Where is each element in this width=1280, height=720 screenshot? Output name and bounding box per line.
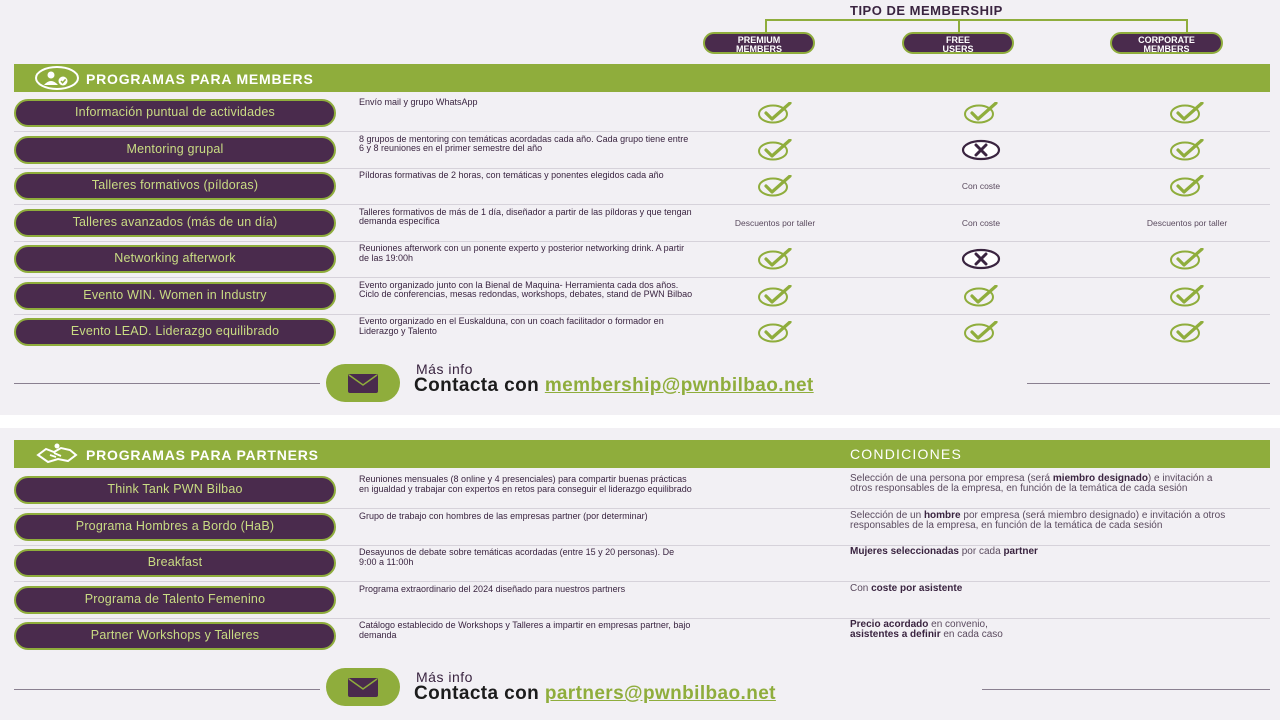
partners-email-link[interactable]: partners@pwnbilbao.net bbox=[544, 683, 776, 704]
table-row bbox=[14, 314, 1270, 350]
membership-cell bbox=[715, 95, 835, 131]
program-description: Grupo de trabajo con hombres de las empresas partner (por determinar) bbox=[359, 510, 648, 521]
condition-segment: Precio acordado bbox=[850, 619, 929, 630]
partners-contact-prefix: Contacta con bbox=[414, 683, 545, 704]
program-description: 8 grupos de mentoring con temáticas acordadas cada año. Cada grupo tiene entre 6 y 8 reuniones en el primer semestre del año bbox=[359, 133, 689, 153]
condition-segment: miembro designado bbox=[1052, 473, 1148, 484]
condition-segment: ) e invitación a otros responsables de la empresa, en función de la temática de cada sesión bbox=[850, 473, 1213, 494]
membership-bracket-right bbox=[1186, 19, 1188, 33]
partners-section-header bbox=[14, 440, 1270, 468]
members-section-title: PROGRAMAS PARA MEMBERS bbox=[86, 71, 314, 87]
condition-segment: en cada caso bbox=[940, 629, 1003, 640]
program-pill[interactable]: Partner Workshops y Talleres bbox=[14, 622, 336, 650]
membership-cell bbox=[1127, 205, 1247, 241]
check-icon bbox=[1169, 175, 1205, 197]
check-icon bbox=[1169, 139, 1205, 161]
program-description: Reuniones mensuales (8 online y 4 presenciales) para compartir buenas prácticas en igualdad y trabajar con expertos en retos para conseguir el liderazgo equilibrado bbox=[359, 474, 692, 494]
members-section-header bbox=[14, 64, 1270, 92]
check-icon bbox=[757, 102, 793, 124]
membership-cell bbox=[715, 205, 835, 241]
check-icon bbox=[757, 139, 793, 161]
program-pill[interactable]: Evento WIN. Women in Industry bbox=[14, 282, 336, 310]
program-description: Desayunos de debate sobre temáticas acordadas (entre 15 y 20 personas). De 9:00 a 11:00h bbox=[359, 547, 675, 567]
condition-segment: Selección de un bbox=[850, 509, 924, 521]
program-pill[interactable]: Información puntual de actividades bbox=[14, 99, 336, 127]
check-icon bbox=[963, 321, 999, 343]
membership-cell bbox=[1127, 132, 1247, 168]
condition-segment: en convenio, bbox=[931, 619, 988, 630]
contact-divider-left bbox=[14, 383, 320, 384]
membership-type-title: TIPO DE MEMBERSHIP bbox=[850, 3, 1003, 18]
contact-divider-right bbox=[1027, 383, 1270, 384]
check-icon bbox=[1169, 248, 1205, 270]
condition-segment: Selección de una persona por empresa (será bbox=[850, 473, 1053, 484]
membership-cell bbox=[921, 168, 1041, 204]
program-description: Reuniones afterwork con un ponente experto y posterior networking drink. A partir de las 19:00h bbox=[359, 243, 685, 263]
condition-segment: partner bbox=[1003, 546, 1038, 557]
program-description: Catálogo establecido de Workshops y Talleres a impartir en empresas partner, bajo demanda bbox=[359, 620, 691, 640]
table-row bbox=[14, 132, 1270, 168]
partners-contact-line bbox=[414, 683, 776, 705]
program-condition bbox=[850, 474, 1230, 494]
membership-cell bbox=[1127, 241, 1247, 277]
members-email-link[interactable]: membership@pwnbilbao.net bbox=[544, 375, 814, 396]
contact-divider-left bbox=[14, 689, 320, 690]
cross-icon bbox=[961, 248, 1001, 270]
members-contact-line bbox=[414, 375, 814, 397]
cell-text: Descuentos por taller bbox=[1146, 217, 1228, 228]
program-condition bbox=[850, 511, 1230, 531]
partners-panel bbox=[0, 428, 1280, 720]
membership-cell bbox=[921, 132, 1041, 168]
partners-mail-button[interactable] bbox=[326, 668, 400, 706]
program-description: Envío mail y grupo WhatsApp bbox=[359, 97, 478, 107]
program-description: Evento organizado en el Euskalduna, con un coach facilitador o formador en Liderazgo y Talento bbox=[359, 316, 664, 336]
program-description: Píldoras formativas de 2 horas, con temáticas y ponentes elegidos cada año bbox=[359, 170, 664, 180]
membership-cell bbox=[921, 205, 1041, 241]
program-pill[interactable]: Talleres avanzados (más de un día) bbox=[14, 209, 336, 237]
membership-cell bbox=[715, 168, 835, 204]
cell-text: Descuentos por taller bbox=[734, 217, 816, 228]
condition-segment: hombre bbox=[923, 509, 961, 521]
members-mas-info: Más info bbox=[416, 361, 473, 377]
membership-cell bbox=[715, 241, 835, 277]
program-pill[interactable]: Evento LEAD. Liderazgo equilibrado bbox=[14, 318, 336, 346]
check-icon bbox=[963, 285, 999, 307]
table-row bbox=[14, 205, 1270, 241]
check-icon bbox=[757, 285, 793, 307]
check-icon bbox=[1169, 321, 1205, 343]
handshake-icon bbox=[34, 442, 80, 466]
program-description: Talleres formativos de más de 1 día, diseñador a partir de las píldoras y que tengan demanda específica bbox=[359, 206, 692, 226]
table-row bbox=[14, 278, 1270, 314]
cell-text: Con coste bbox=[961, 217, 1001, 228]
members-icon bbox=[34, 66, 80, 90]
program-description: Programa extraordinario del 2024 diseñado para nuestros partners bbox=[359, 583, 626, 594]
table-row bbox=[14, 241, 1270, 277]
column-free-users: FREE USERS bbox=[902, 32, 1014, 54]
table-row bbox=[14, 509, 1270, 545]
envelope-icon bbox=[348, 374, 378, 393]
program-pill[interactable]: Networking afterwork bbox=[14, 245, 336, 273]
condition-segment: por cada bbox=[958, 546, 1004, 557]
check-icon bbox=[757, 321, 793, 343]
membership-bracket-left bbox=[765, 19, 767, 33]
membership-cell bbox=[921, 278, 1041, 314]
membership-cell bbox=[1127, 314, 1247, 350]
program-pill[interactable]: Programa de Talento Femenino bbox=[14, 586, 336, 614]
membership-cell bbox=[1127, 168, 1247, 204]
program-condition bbox=[850, 547, 1230, 557]
membership-cell bbox=[921, 241, 1041, 277]
program-description: Evento organizado junto con la Bienal de Maquina- Herramienta cada dos años. Ciclo de conferencias, mesas redondas, workshops, debates, stand de PWN Bilbao bbox=[359, 279, 693, 299]
program-condition bbox=[850, 620, 1230, 640]
table-row bbox=[14, 582, 1270, 618]
contact-divider-right bbox=[982, 689, 1270, 690]
table-row bbox=[14, 545, 1270, 581]
condition-segment: asistentes a definir bbox=[850, 629, 941, 640]
membership-bracket-line bbox=[765, 19, 1187, 21]
membership-cell bbox=[715, 278, 835, 314]
program-pill[interactable]: Think Tank PWN Bilbao bbox=[14, 476, 336, 504]
check-icon bbox=[757, 248, 793, 270]
partners-mas-info: Más info bbox=[416, 669, 473, 685]
membership-cell bbox=[715, 132, 835, 168]
program-pill[interactable]: Breakfast bbox=[14, 549, 336, 577]
members-mail-button[interactable] bbox=[326, 364, 400, 402]
program-condition bbox=[850, 584, 1230, 594]
column-corporate-members: CORPORATE MEMBERS bbox=[1110, 32, 1223, 54]
membership-bracket-mid bbox=[958, 19, 960, 33]
check-icon bbox=[1169, 102, 1205, 124]
cross-icon bbox=[961, 139, 1001, 161]
membership-cell bbox=[921, 314, 1041, 350]
condition-segment: por empresa (será miembro designado) e invitación a otros responsables de la empresa, en función de la temática de cada sesión bbox=[850, 509, 1226, 531]
envelope-icon bbox=[348, 678, 378, 697]
members-contact-prefix: Contacta con bbox=[414, 375, 545, 396]
program-pill[interactable]: Talleres formativos (píldoras) bbox=[14, 172, 336, 200]
membership-cell bbox=[921, 95, 1041, 131]
column-premium-members: PREMIUM MEMBERS bbox=[703, 32, 815, 54]
table-row bbox=[14, 618, 1270, 654]
program-pill[interactable]: Mentoring grupal bbox=[14, 136, 336, 164]
cell-text: Con coste bbox=[961, 181, 1001, 191]
conditions-title: CONDICIONES bbox=[850, 446, 962, 462]
condition-segment: coste por asistente bbox=[871, 582, 963, 594]
check-icon bbox=[963, 102, 999, 124]
membership-cell bbox=[715, 314, 835, 350]
program-pill[interactable]: Programa Hombres a Bordo (HaB) bbox=[14, 513, 336, 541]
condition-segment: Con bbox=[850, 582, 872, 594]
check-icon bbox=[1169, 285, 1205, 307]
table-row bbox=[14, 472, 1270, 508]
partners-section-title: PROGRAMAS PARA PARTNERS bbox=[86, 447, 319, 463]
membership-cell bbox=[1127, 278, 1247, 314]
membership-cell bbox=[1127, 95, 1247, 131]
table-row bbox=[14, 168, 1270, 204]
condition-segment: Mujeres seleccionadas bbox=[850, 546, 959, 557]
check-icon bbox=[757, 175, 793, 197]
table-row bbox=[14, 95, 1270, 131]
